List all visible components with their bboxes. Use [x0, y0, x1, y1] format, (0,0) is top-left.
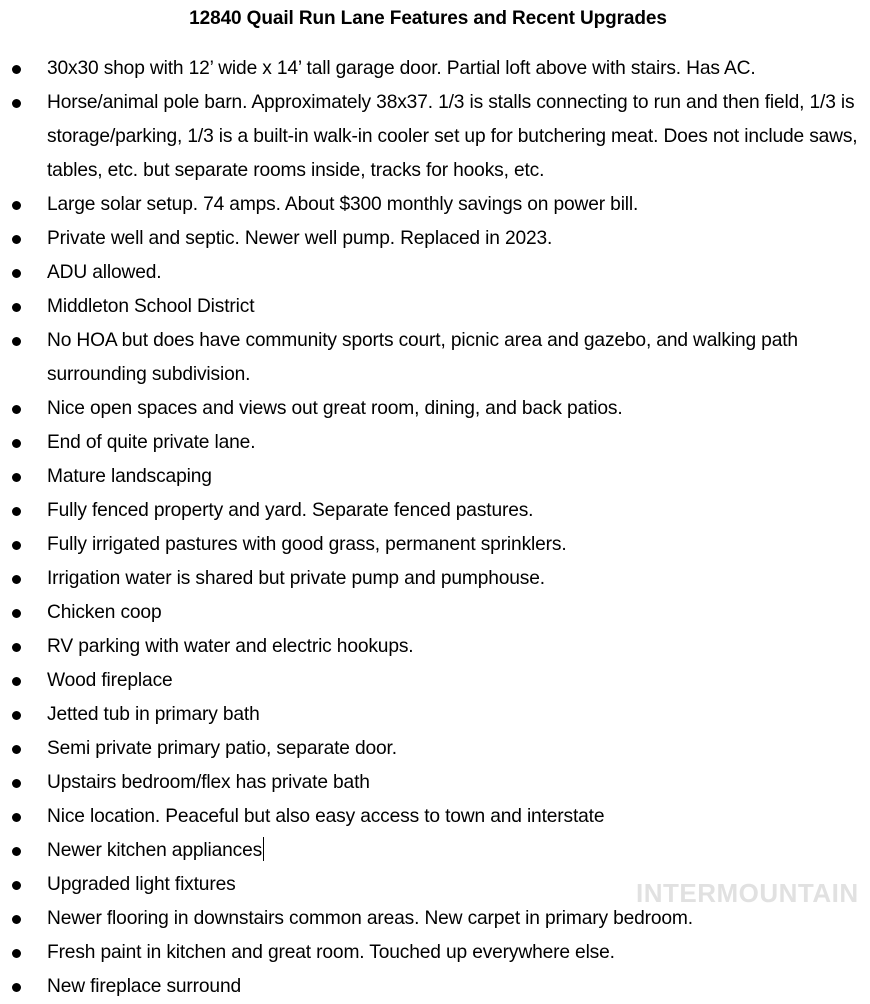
list-item-text: Nice location. Peaceful but also easy access to town and interstate [47, 806, 605, 827]
list-item [0, 664, 870, 698]
list-item [0, 698, 870, 732]
list-item-text: Nice open spaces and views out great room, dining, and back patios. [47, 398, 623, 419]
list-item [0, 426, 870, 460]
list-item [0, 324, 870, 392]
list-item-text: Semi private primary patio, separate door. [47, 738, 397, 759]
list-item-text: Large solar setup. 74 amps. About $300 monthly savings on power bill. [47, 194, 639, 215]
list-item-text: Wood fireplace [47, 670, 173, 691]
list-item-text: Upgraded light fixtures [47, 874, 236, 895]
list-item [0, 902, 870, 936]
list-item [0, 86, 870, 188]
list-item-text: Private well and septic. Newer well pump. Replaced in 2023. [47, 228, 553, 249]
list-item [0, 562, 870, 596]
list-item-text: Horse/animal pole barn. Approximately 38x37. 1/3 is stalls connecting to run and then field, 1/3 is storage/parking, 1/3 is a built-in walk-in cooler set up for butchering meat. Does not include saws, tables, etc. but separate rooms inside, tracks for hooks, etc. [47, 92, 858, 181]
features-list [0, 52, 870, 1004]
bullet-icon [12, 779, 21, 788]
bullet-icon [12, 65, 21, 74]
list-item-text: 30x30 shop with 12’ wide x 14’ tall garage door. Partial loft above with stairs. Has AC. [47, 58, 756, 79]
list-item [0, 222, 870, 256]
bullet-icon [12, 847, 21, 856]
list-item[interactable] [0, 834, 870, 868]
bullet-icon [12, 541, 21, 550]
list-item-text: Mature landscaping [47, 466, 212, 487]
bullet-icon [12, 439, 21, 448]
list-item-text: Upstairs bedroom/flex has private bath [47, 772, 370, 793]
bullet-icon [12, 507, 21, 516]
bullet-icon [12, 677, 21, 686]
bullet-icon [12, 575, 21, 584]
list-item [0, 256, 870, 290]
list-item [0, 52, 870, 86]
list-item-text: Chicken coop [47, 602, 162, 623]
list-item-text: Middleton School District [47, 296, 255, 317]
list-item [0, 630, 870, 664]
list-item-text: End of quite private lane. [47, 432, 256, 453]
bullet-icon [12, 643, 21, 652]
list-item [0, 528, 870, 562]
document-title: 12840 Quail Run Lane Features and Recent Upgrades [189, 8, 667, 29]
list-item-text: RV parking with water and electric hookups. [47, 636, 414, 657]
list-item-text: Fully fenced property and yard. Separate fenced pastures. [47, 500, 534, 521]
bullet-icon [12, 745, 21, 754]
bullet-icon [12, 983, 21, 992]
list-item [0, 936, 870, 970]
watermark-logo: INTERMOUNTAIN [636, 878, 859, 908]
list-item-text: ADU allowed. [47, 262, 162, 283]
list-item [0, 460, 870, 494]
list-item-text: New fireplace surround [47, 976, 241, 997]
bullet-icon [12, 99, 21, 108]
list-item-text: Jetted tub in primary bath [47, 704, 260, 725]
list-item-text: Fresh paint in kitchen and great room. Touched up everywhere else. [47, 942, 615, 963]
list-item [0, 290, 870, 324]
bullet-icon [12, 405, 21, 414]
list-item-text: Irrigation water is shared but private pump and pumphouse. [47, 568, 545, 589]
list-item-text: No HOA but does have community sports court, picnic area and gazebo, and walking path surrounding subdivision. [47, 330, 798, 385]
list-item [0, 970, 870, 1004]
bullet-icon [12, 303, 21, 312]
bullet-icon [12, 473, 21, 482]
list-item-text: Fully irrigated pastures with good grass, permanent sprinklers. [47, 534, 567, 555]
list-item [0, 596, 870, 630]
list-item [0, 188, 870, 222]
bullet-icon [12, 813, 21, 822]
bullet-icon [12, 269, 21, 278]
bullet-icon [12, 711, 21, 720]
bullet-icon [12, 235, 21, 244]
text-cursor [263, 837, 264, 861]
list-item [0, 800, 870, 834]
list-item [0, 766, 870, 800]
bullet-icon [12, 949, 21, 958]
bullet-icon [12, 337, 21, 346]
list-item-text: Newer flooring in downstairs common areas. New carpet in primary bedroom. [47, 908, 693, 929]
list-item [0, 494, 870, 528]
list-item [0, 868, 870, 902]
list-item [0, 392, 870, 426]
bullet-icon [12, 201, 21, 210]
list-item-text[interactable]: Newer kitchen appliances [47, 840, 263, 861]
bullet-icon [12, 915, 21, 924]
bullet-icon [12, 881, 21, 890]
bullet-icon [12, 609, 21, 618]
list-item [0, 732, 870, 766]
